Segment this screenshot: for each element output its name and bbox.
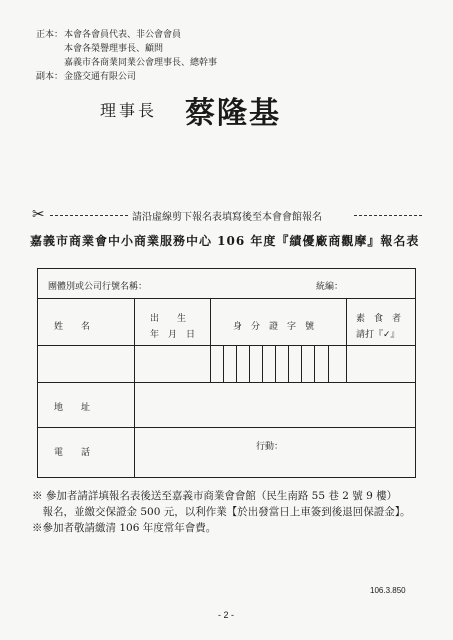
registration-form (37, 268, 416, 478)
document-code: 106.3.850 (370, 586, 406, 595)
distribution-list (36, 28, 217, 84)
vegetarian-column-subheader: 請打『✓』 (356, 330, 400, 340)
recipient-line: 本會各會員代表、非公會會員 (64, 30, 182, 40)
copy-recipient-label: 副本： (36, 72, 64, 82)
main-recipient-label: 正本： (36, 30, 64, 40)
recipient-line: 本會各榮譽理事長、顧問 (64, 44, 164, 54)
note-line: ※ 參加者請詳填報名表後送至嘉義市商業會會館（民生南路 55 巷 2 號 9 樓） (32, 490, 398, 502)
scissors-icon: ✂ (32, 205, 45, 223)
form-title: 嘉義市商業會中小商業服務中心 106 年度『績優廠商觀摩』報名表 (30, 234, 420, 248)
phone-label: 電 話 (54, 448, 91, 458)
page-number: - 2 - (218, 610, 235, 620)
address-label: 地 址 (54, 403, 91, 413)
birth-column-header: 出 生 (150, 314, 187, 324)
name-column-header: 姓 名 (54, 322, 91, 332)
cut-line (32, 205, 422, 223)
cut-instruction: 請沿虛線剪下報名表填寫後至本會會館報名 (132, 212, 322, 223)
vegetarian-column-header: 素 食 者 (356, 314, 402, 324)
id-number-column-header: 身 分 證 字 號 (233, 322, 315, 332)
chairman-signature: 蔡隆基 (185, 96, 281, 131)
tax-id-label: 統編： (316, 282, 344, 292)
notes (32, 488, 410, 536)
org-name-label: 團體別或公司行號名稱： (48, 282, 148, 292)
recipient-line: 嘉義市各商業同業公會理事長、總幹事 (64, 58, 218, 68)
chairman-title: 理事長 (100, 101, 158, 120)
note-line: 報名，並繳交保證金 500 元，以利作業【於出發當日上車簽到後退回保證金】。 (32, 506, 411, 518)
mobile-label: 行動： (256, 442, 284, 452)
note-line: ※參加者敬請繳清 106 年度常年會費。 (32, 522, 217, 534)
copy-recipient: 金盛交通有限公司 (64, 72, 137, 82)
birth-column-subheader: 年 月 日 (150, 330, 196, 340)
